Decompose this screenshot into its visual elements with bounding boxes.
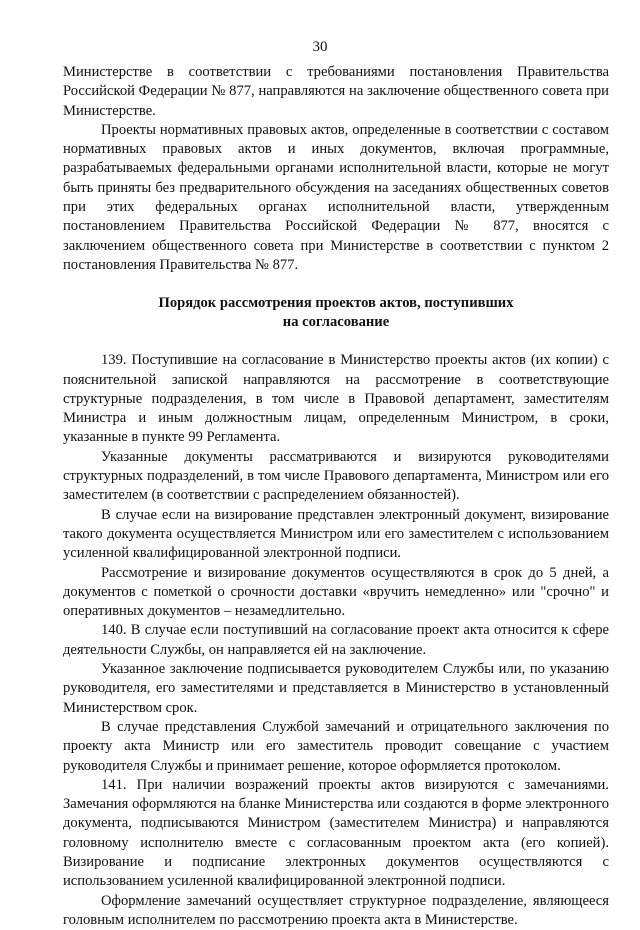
- paragraph: Указанное заключение подписывается руководителем Службы или, по указанию руководителя, его заместителями и представляется в Министерство в установленный Министерством срок.: [63, 661, 609, 716]
- paragraph: В случае если на визирование представлен электронный документ, визирование такого документа осуществляется Министром или его заместителем с использованием усиленной квалифицированной электронной подписи.: [63, 506, 609, 562]
- section-heading: [63, 294, 609, 332]
- paragraph: Рассмотрение и визирование документов осуществляются в срок до 5 дней, а документов с пометкой о срочности доставки «вручить немедленно» или "срочно" и оперативных документов – незамедлительно.: [63, 564, 609, 620]
- paragraph: Проекты нормативных правовых актов, определенные в соответствии с составом нормативных правовых актов и иных документов, включая программные, разрабатываемых федеральными органами исполнительной власти, которые не могут быть приняты без предварительного обсуждения на заседаниях общественных советов при этих федеральных органах исполнительной власти, утвержденным постановлением Правительства Российской Федерации № 877, вносятся с заключением общественного совета при Министерстве в соответствии с пунктом 2 постановления Правительства № 877.: [63, 121, 609, 273]
- document-body: [63, 63, 609, 930]
- paragraph: Оформление замечаний осуществляет структурное подразделение, являющееся головным исполнителем по рассмотрению проекта акта в Министерстве.: [63, 892, 609, 928]
- paragraph: 139. Поступившие на согласование в Министерство проекты актов (их копии) с пояснительной запиской направляются на рассмотрение в соответствующие структурные подразделения, в том числе в Правовой департамент, заместителям Министра и иным должностным лицам, определенным Министром, в сроки, указанные в пункте 99 Регламента.: [63, 352, 609, 446]
- paragraph: В случае представления Службой замечаний и отрицательного заключения по проекту акта Министр или его заместитель проводит совещание с участием руководителя Службы и принимает решение, которое оформляется протоколом.: [63, 718, 609, 774]
- paragraph: 140. В случае если поступивший на согласование проект акта относится к сфере деятельности Службы, он направляется ей на заключение.: [63, 622, 609, 658]
- paragraph: Министерстве в соответствии с требованиями постановления Правительства Российской Федерации № 877, направляются на заключение общественного совета при Министерстве.: [63, 64, 609, 119]
- section-heading-line: на согласование: [282, 314, 390, 331]
- paragraph: Указанные документы рассматриваются и визируются руководителями структурных подразделений, в том числе Правового департамента, Министром или его заместителем (в соответствии с распределением обязанностей).: [63, 448, 609, 504]
- page-number: 30: [312, 39, 328, 55]
- section-heading-line: Порядок рассмотрения проектов актов, поступивших: [158, 295, 514, 312]
- paragraph: 141. При наличии возражений проекты актов визируются с замечаниями. Замечания оформляются на бланке Министерства или создаются в форме электронного документа, подписываются Министром (заместителем Министра) и направляются головному исполнителю вместе с согласованным проектом акта (его копией). Визирование и подписание электронных документов осуществляются с использованием усиленной квалифицированной электронной подписи.: [63, 776, 609, 890]
